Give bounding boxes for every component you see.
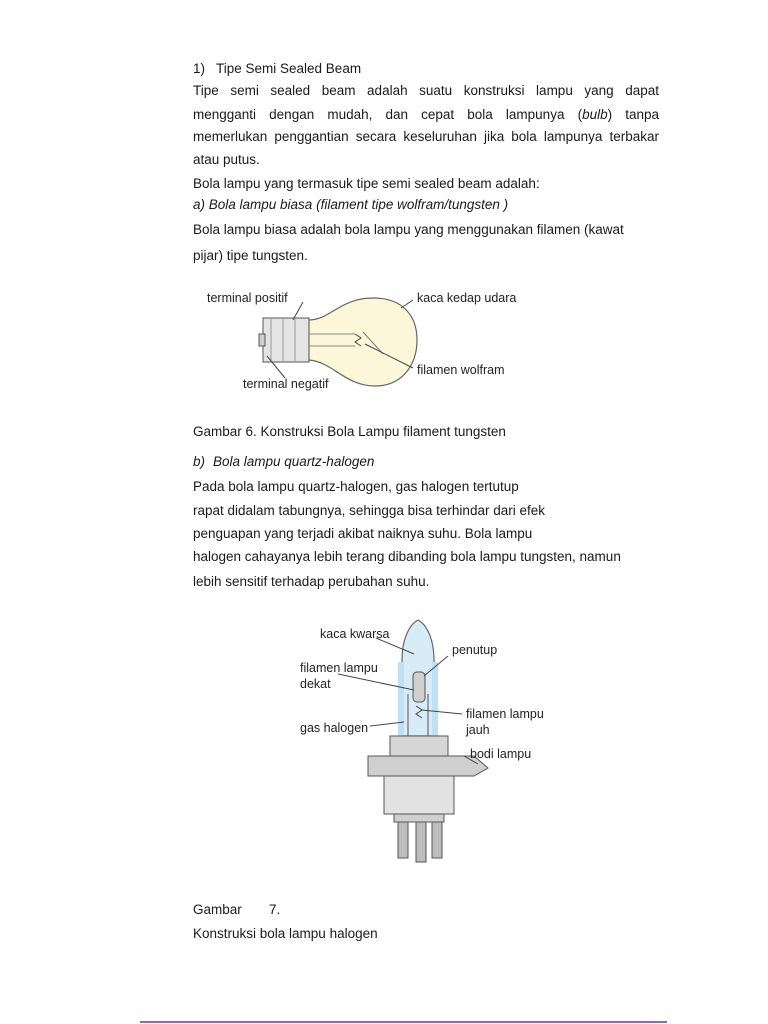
paragraph-line-1: Tipe semi sealed beam adalah suatu konstruksi lampu yang dapat — [193, 83, 659, 98]
subsection-b-marker: b) — [193, 454, 206, 469]
label-airtight-glass: kaca kedap udara — [417, 291, 517, 305]
figure-7-caption-number: 7. — [269, 902, 281, 917]
italic-term-bulb: bulb — [582, 107, 608, 122]
label-near-filament-2: dekat — [300, 677, 331, 691]
label-lamp-body: bodi lampu — [470, 747, 532, 761]
label-tungsten-filament: filamen wolfram — [417, 363, 505, 377]
subsection-b-line-3: penguapan yang terjadi akibat naiknya suhu. Bola lampu — [193, 526, 533, 541]
halogen-bulb-diagram — [298, 614, 550, 866]
paragraph-text: mengganti dengan mudah, dan cepat bola lampunya ( — [193, 107, 583, 122]
bulb-contact — [259, 334, 265, 346]
figure-7-caption-text: Konstruksi bola lampu halogen — [193, 926, 378, 941]
subsection-b-line-1: Pada bola lampu quartz-halogen, gas halogen tertutup — [193, 479, 519, 494]
subsection-b-line-5: lebih sensitif terhadap perubahan suhu. — [193, 574, 430, 589]
lamp-pin — [432, 822, 442, 858]
paragraph-text: ) tanpa — [607, 107, 660, 122]
label-far-filament-1: filamen lampu — [466, 707, 544, 721]
types-intro: Bola lampu yang termasuk tipe semi sealed beam adalah: — [193, 176, 540, 191]
label-far-filament-2: jauh — [466, 723, 490, 737]
subsection-b-heading: Bola lampu quartz-halogen — [213, 454, 375, 469]
paragraph-line-2 — [193, 104, 659, 126]
section-heading: Tipe Semi Sealed Beam — [216, 61, 362, 76]
tungsten-bulb-diagram — [205, 282, 535, 400]
label-halogen-gas: gas halogen — [300, 721, 369, 735]
figure-6-caption: Gambar 6. Konstruksi Bola Lampu filament tungsten — [193, 424, 506, 439]
label-quartz-glass: kaca kwarsa — [320, 627, 390, 641]
lamp-pin — [398, 822, 408, 858]
subsection-b-line-2: rapat didalam tabungnya, sehingga bisa terhindar dari efek — [193, 503, 545, 518]
bulb-glass — [309, 298, 417, 386]
label-cover: penutup — [452, 643, 498, 657]
subsection-b-line-4: halogen cahayanya lebih terang dibanding bola lampu tungsten, namun — [193, 549, 621, 564]
label-terminal-positive: terminal positif — [207, 291, 288, 305]
subsection-a-heading: a) Bola lampu biasa (filament tipe wolfram/tungsten ) — [193, 197, 509, 212]
figure-7-caption-word: Gambar — [193, 902, 242, 917]
subsection-a-line-2: pijar) tipe tungsten. — [193, 248, 308, 263]
filament-cover — [413, 672, 425, 702]
page-bottom-rule — [140, 1021, 667, 1023]
section-number: 1) — [193, 61, 206, 76]
label-near-filament-1: filamen lampu — [300, 661, 378, 675]
bulb-base — [263, 318, 309, 362]
label-terminal-negative: terminal negatif — [243, 377, 329, 391]
lamp-pin — [416, 822, 426, 862]
paragraph-line-3: memerlukan penggantian secara keseluruhan jika bola lampunya terbakar — [193, 129, 659, 144]
subsection-a-line-1: Bola lampu biasa adalah bola lampu yang menggunakan filamen (kawat — [193, 222, 624, 237]
lamp-base — [390, 736, 448, 756]
paragraph-line-4: atau putus. — [193, 152, 260, 167]
